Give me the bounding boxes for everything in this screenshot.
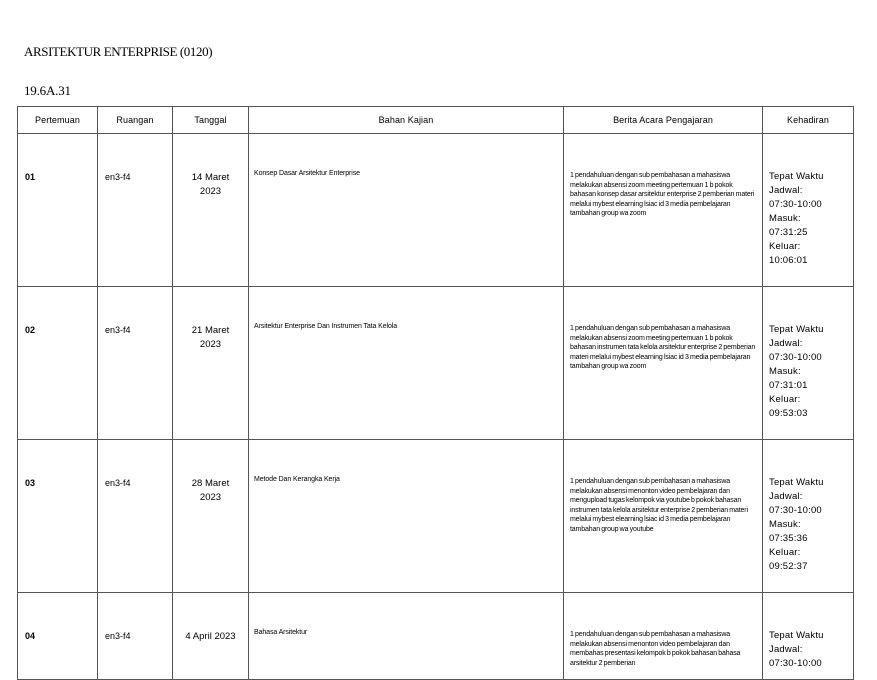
attendance-table (17, 106, 854, 680)
ruangan-cell: en3-f4 (98, 287, 173, 440)
course-title: ARSITEKTUR ENTERPRISE (0120) (24, 44, 213, 59)
jadwal-value: 07:30-10:00 (769, 505, 822, 516)
jadwal-value: 07:30-10:00 (769, 199, 822, 210)
jadwal-label: Jadwal: (769, 491, 803, 502)
pertemuan-cell: 04 (18, 593, 98, 680)
tanggal-line: 14 Maret (191, 172, 230, 183)
kehadiran-cell (763, 593, 854, 680)
table-header-row (18, 107, 854, 134)
jadwal-label: Jadwal: (769, 338, 803, 349)
ruangan-cell: en3-f4 (98, 134, 173, 287)
pertemuan-cell: 02 (18, 287, 98, 440)
pertemuan-cell: 01 (18, 134, 98, 287)
class-code: 19.6A.31 (24, 83, 71, 98)
masuk-label: Masuk: (769, 213, 801, 224)
pertemuan-cell: 03 (18, 440, 98, 593)
keluar-value: 09:53:03 (769, 408, 808, 419)
status-text: Tepat Waktu (769, 171, 824, 182)
berita-acara-cell: 1 pendahuluan dengan sub pembahasan a mahasiswa melakukan absensi menonton video pembelajaran dan membahas presentasi kelompok b pokok bahasan bahasa arsitektur 2 pemberian (564, 593, 763, 680)
berita-acara-cell: 1 pendahuluan dengan sub pembahasan a mahasiswa melakukan absensi menonton video pembelajaran dan mengupload tugas kelompok via youtube b pokok bahasan instrumen tata kelola arsitektur enterprise 2 pemberian materi melalui mybest elearning lsiac id 3 media pembelajaran tambahan group wa youtube (564, 440, 763, 593)
kehadiran-cell (763, 134, 854, 287)
masuk-label: Masuk: (769, 366, 801, 377)
status-text: Tepat Waktu (769, 477, 824, 488)
tanggal-cell (173, 593, 249, 680)
header-tanggal: Tanggal (173, 107, 249, 134)
jadwal-value: 07:30-10:00 (769, 658, 822, 669)
bahan-kajian-cell: Konsep Dasar Arsitektur Enterprise (249, 134, 564, 287)
berita-acara-cell: 1 pendahuluan dengan sub pembahasan a mahasiswa melakukan absensi zoom meeting pertemuan 1 b pokok bahasan instrumen tata kelola arsitektur enterprise 2 pemberian materi melalui mybest elearning lsiac id 3 media pembelajaran tambahan group wa zoom (564, 287, 763, 440)
jadwal-value: 07:30-10:00 (769, 352, 822, 363)
bahan-kajian-cell: Arsitektur Enterprise Dan Instrumen Tata Kelola (249, 287, 564, 440)
ruangan-cell: en3-f4 (98, 440, 173, 593)
status-text: Tepat Waktu (769, 630, 824, 641)
masuk-label: Masuk: (769, 519, 801, 530)
masuk-value: 07:31:01 (769, 380, 808, 391)
tanggal-line: 2023 (199, 492, 222, 503)
keluar-label: Keluar: (769, 241, 801, 252)
keluar-label: Keluar: (769, 394, 801, 405)
tanggal-line: 2023 (199, 339, 222, 350)
tanggal-line: 21 Maret (191, 325, 230, 336)
tanggal-line: 4 April 2023 (185, 631, 236, 642)
header-ruangan: Ruangan (98, 107, 173, 134)
header-pertemuan: Pertemuan (18, 107, 98, 134)
keluar-value: 09:52:37 (769, 561, 808, 572)
table-row (18, 593, 854, 680)
jadwal-label: Jadwal: (769, 185, 803, 196)
tanggal-line: 2023 (199, 186, 222, 197)
keluar-value: 10:06:01 (769, 255, 808, 266)
kehadiran-cell (763, 440, 854, 593)
masuk-value: 07:31:25 (769, 227, 808, 238)
berita-acara-cell: 1 pendahuluan dengan sub pembahasan a mahasiswa melakukan absensi zoom meeting pertemuan 1 b pokok bahasan konsep dasar arsitektur enterprise 2 pemberian materi melalui mybest elearning lsiac id 3 media pembelajaran tambahan group wa zoom (564, 134, 763, 287)
tanggal-line: 28 Maret (191, 478, 230, 489)
tanggal-cell (173, 134, 249, 287)
ruangan-cell: en3-f4 (98, 593, 173, 680)
tanggal-cell (173, 287, 249, 440)
masuk-value: 07:35:36 (769, 533, 808, 544)
table-row (18, 134, 854, 287)
header-berita-acara: Berita Acara Pengajaran (564, 107, 763, 134)
bahan-kajian-cell: Bahasa Arsitektur (249, 593, 564, 680)
table-row (18, 287, 854, 440)
table-row (18, 440, 854, 593)
kehadiran-cell (763, 287, 854, 440)
status-text: Tepat Waktu (769, 324, 824, 335)
header-bahan-kajian: Bahan Kajian (249, 107, 564, 134)
bahan-kajian-cell: Metode Dan Kerangka Kerja (249, 440, 564, 593)
header-kehadiran: Kehadiran (763, 107, 854, 134)
jadwal-label: Jadwal: (769, 644, 803, 655)
tanggal-cell (173, 440, 249, 593)
keluar-label: Keluar: (769, 547, 801, 558)
